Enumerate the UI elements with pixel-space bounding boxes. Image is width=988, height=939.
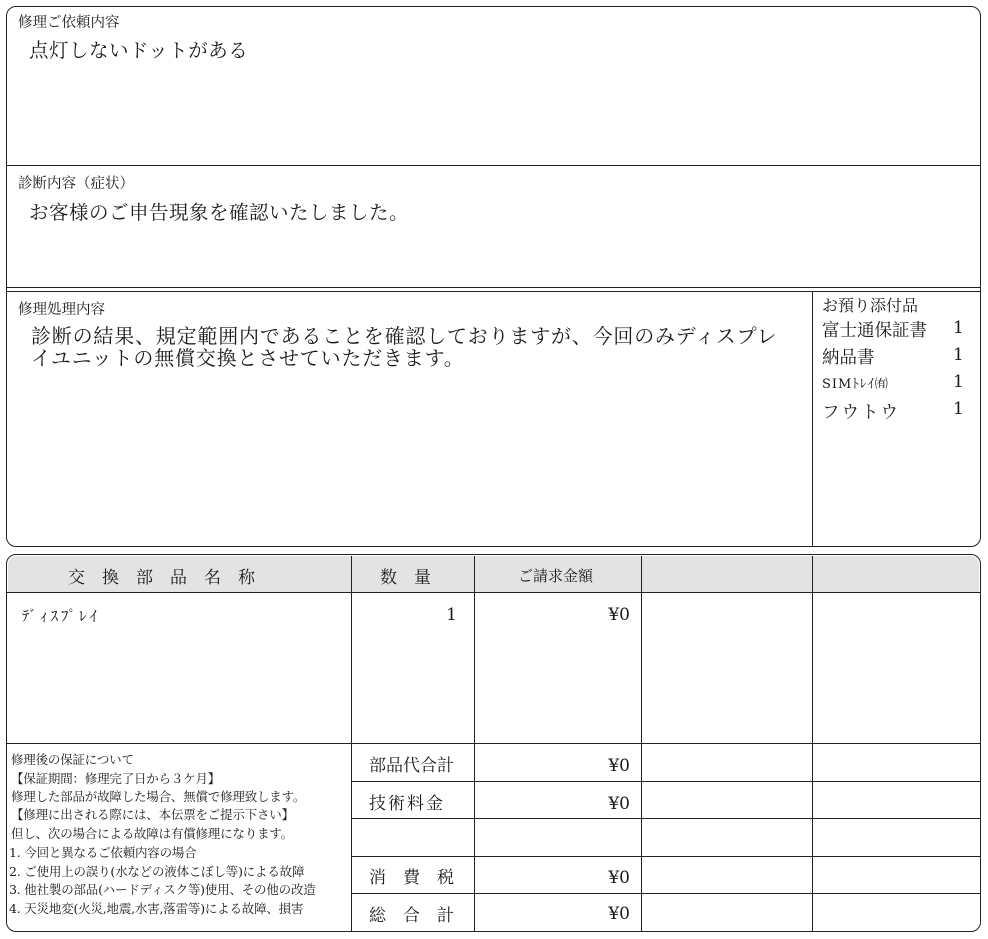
table-header-divider bbox=[7, 592, 980, 593]
warranty-line: 【保証期間：修理完了日から３ケ月】 bbox=[11, 771, 221, 786]
request-label: 修理ご依頼内容 bbox=[18, 15, 120, 31]
totals-divider-1 bbox=[351, 781, 980, 782]
grand-total-label: 総 合 計 bbox=[369, 906, 454, 926]
tax-label: 消 費 税 bbox=[369, 868, 454, 888]
totals-divider-4 bbox=[351, 893, 980, 894]
part-name: ﾃﾞｨｽﾌﾟﾚｲ bbox=[22, 607, 101, 625]
tech-fee-label: 技術料金 bbox=[369, 794, 445, 814]
accessory-qty: 1 bbox=[953, 399, 964, 419]
totals-divider-2 bbox=[351, 818, 980, 819]
accessory-name: フウトウ bbox=[822, 403, 900, 423]
divider-diagnosis-repair-2 bbox=[7, 291, 980, 292]
diagnosis-label: 診断内容（症状） bbox=[18, 176, 134, 192]
warranty-line: 2. ご使用上の誤り(水などの液体こぼし等)による故障 bbox=[9, 864, 305, 879]
accessory-qty: 1 bbox=[953, 345, 964, 365]
repair-text-line-1: 診断の結果、規定範囲内であることを確認しておりますが、今回のみディスプレ bbox=[31, 324, 778, 348]
warranty-title: 修理後の保証について bbox=[11, 752, 134, 767]
accessory-qty: 1 bbox=[953, 372, 964, 392]
header-quantity: 数 量 bbox=[380, 568, 431, 588]
tech-fee-value: ¥0 bbox=[608, 794, 630, 814]
totals-divider-3 bbox=[351, 856, 980, 857]
header-amount: ご請求金額 bbox=[518, 567, 594, 585]
part-amount: ¥0 bbox=[608, 605, 630, 625]
repair-details-section bbox=[6, 6, 981, 547]
warranty-line: 修理した部品が故障した場合、無償で修理致します。 bbox=[11, 789, 306, 804]
warranty-line: 3. 他社製の部品(ハードディスク等)使用、その他の改造 bbox=[9, 882, 316, 897]
divider-diagnosis-repair bbox=[7, 287, 980, 288]
accessory-name: 納品書 bbox=[822, 348, 875, 368]
warranty-line: 4. 天災地変(火災,地震,水害,落雷等)による故障、損害 bbox=[9, 901, 304, 916]
accessories-label: お預り添付品 bbox=[822, 296, 919, 315]
request-text: 点灯しないドットがある bbox=[29, 39, 249, 62]
divider-request-diagnosis bbox=[7, 165, 980, 166]
header-part-name: 交 換 部 品 名 称 bbox=[68, 568, 255, 588]
parts-subtotal-label: 部品代合計 bbox=[369, 756, 454, 776]
warranty-line: 1. 今回と異なるご依頼内容の場合 bbox=[9, 845, 197, 860]
accessory-name: 富士通保証書 bbox=[822, 321, 927, 341]
accessory-qty: 1 bbox=[953, 318, 964, 338]
totals-top-divider bbox=[351, 743, 980, 744]
warranty-line: 【修理に出される際には、本伝票をご提示下さい】 bbox=[11, 807, 294, 822]
warranty-top-divider bbox=[7, 743, 352, 744]
repair-text-line-2: イユニットの無償交換とさせていただきます。 bbox=[31, 346, 465, 370]
parts-subtotal-value: ¥0 bbox=[608, 756, 630, 776]
part-qty: 1 bbox=[446, 605, 457, 625]
diagnosis-text: お客様のご申告現象を確認いたしました。 bbox=[29, 201, 410, 224]
grand-total-value: ¥0 bbox=[608, 904, 630, 924]
repair-label: 修理処理内容 bbox=[18, 302, 105, 318]
tax-value: ¥0 bbox=[608, 868, 630, 888]
accessories-divider bbox=[812, 292, 813, 546]
warranty-line: 但し、次の場合による故障は有償修理になります。 bbox=[11, 826, 293, 841]
accessory-name: SIMﾄﾚｲ㈲ bbox=[822, 377, 889, 392]
